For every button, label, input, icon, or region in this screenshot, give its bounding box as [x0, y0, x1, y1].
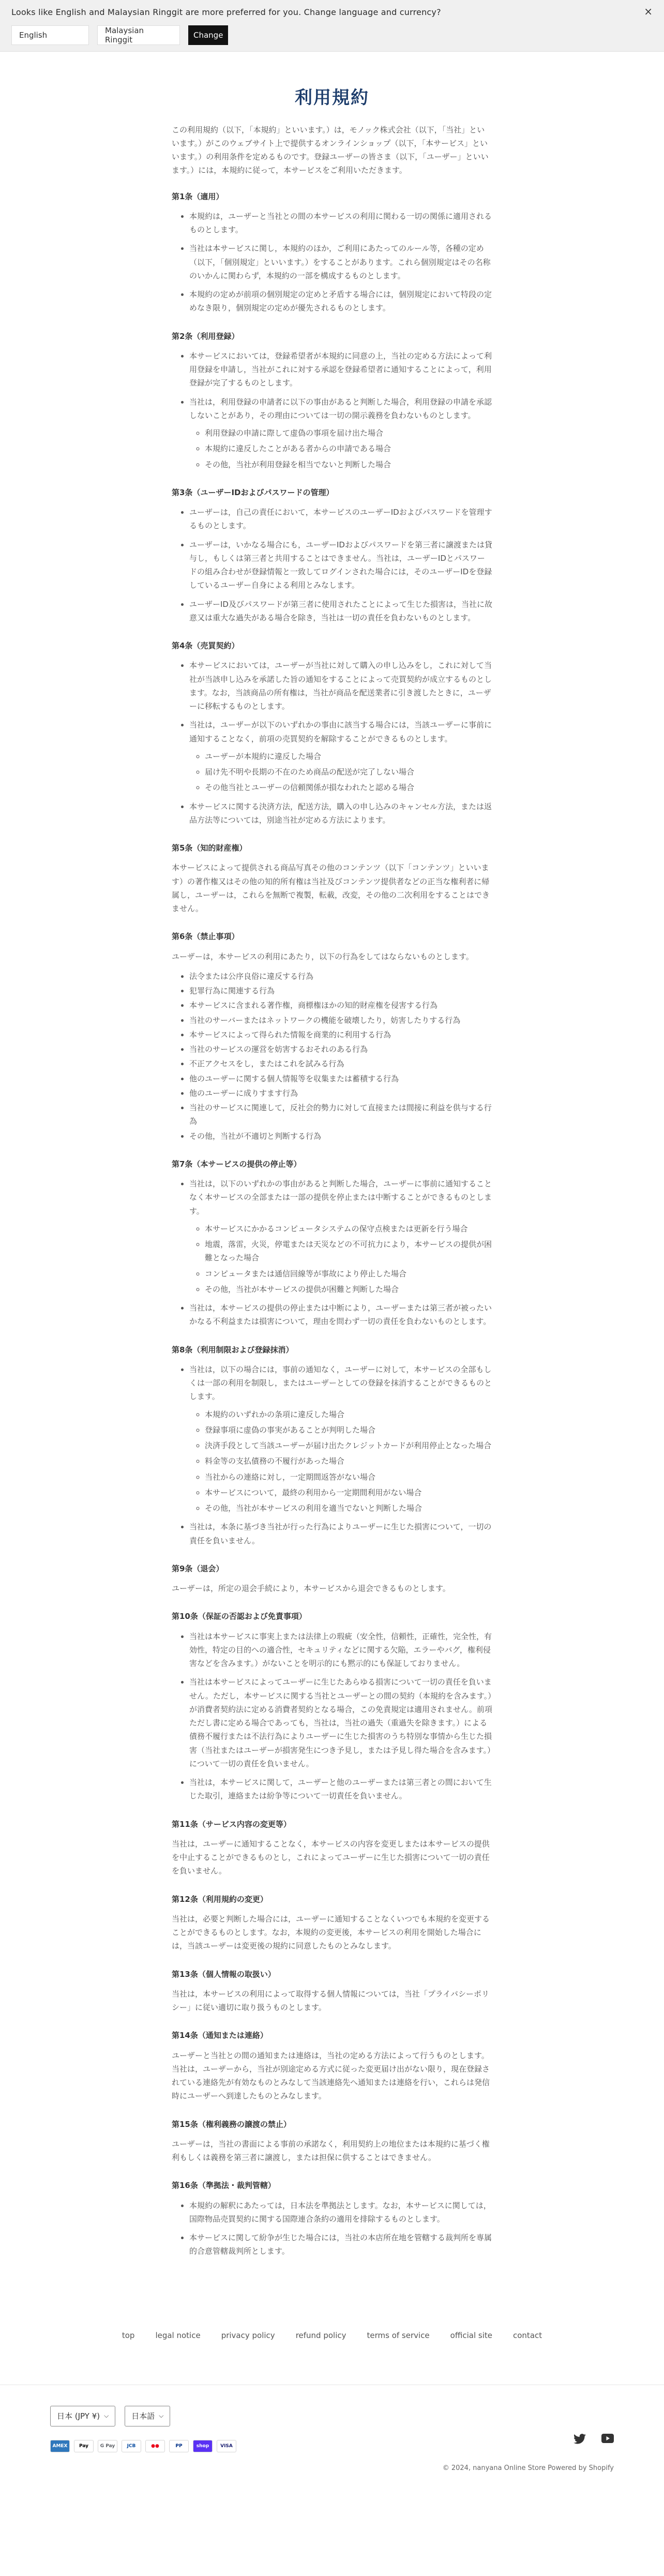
article-title: 第7条（本サービスの提供の停止等） — [172, 1159, 301, 1169]
article-title: 第6条（禁止事項） — [172, 932, 239, 942]
article-paragraph: 当社は，必要と判断した場合には，ユーザーに通知することなくいつでも本規約を変更することができるものとします。なお，本規約の変更後，本サービスの利用を開始した場合には，当該ユーザーは変更後の規約に同意したものとみなします。 — [172, 1914, 490, 1951]
article-title: 第9条（退会） — [172, 1564, 224, 1573]
article-list — [189, 210, 492, 315]
list-item — [189, 1028, 492, 1041]
list-item-text: 本規約の解釈にあたっては，日本法を準拠法とします。なお，本サービスに関しては，国際物品売買契約に関する国際連合条約の適用を排除するものとします。 — [189, 2200, 491, 2224]
article-section — [172, 1610, 492, 1803]
footer-selects — [50, 2406, 614, 2426]
list-item-text: 本サービスに関する決済方法，配送方法，購入の申し込みのキャンセル方法，または返品方法等については，別途当社が定める方法によります。 — [189, 801, 492, 825]
sub-list-item: ◦ 本サービスにかかるコンピュータシステムの保守点検または更新を行う場合 — [205, 1222, 492, 1235]
article-title: 第10条（保証の否認および免責事項） — [172, 1612, 307, 1621]
list-item-text: 法令または公序良俗に違反する行為 — [189, 971, 314, 981]
list-item — [189, 349, 492, 390]
article-section — [172, 841, 492, 915]
copyright: © 2024, nanyana Online Store Powered by Shopify — [442, 2464, 614, 2472]
sub-list-item: ◦ その他，当社が利用登録を相当でないと判断した場合 — [205, 458, 492, 471]
list-item — [189, 1776, 492, 1803]
list-item — [189, 598, 492, 625]
list-item-text: 本規約は，ユーザーと当社との間の本サービスの利用に関わる一切の関係に適用されるものとします。 — [189, 211, 492, 234]
list-item-text: 当社は本サービスに関し，本規約のほか，ご利用にあたってのルール等，各種の定め（以下，「個別規定」といいます。）をすることがあります。これら個別規定はその名称のいかんに関わらず，本規約の一部を構成するものとします。 — [189, 244, 491, 280]
list-item-text: 本サービスに関して紛争が生じた場合には，当社の本店所在地を管轄する裁判所を専属的合意管轄裁判所とします。 — [189, 2233, 492, 2256]
article-section — [172, 330, 492, 471]
list-item — [189, 288, 492, 315]
chevron-down-icon: ⌵ — [159, 2412, 164, 2419]
list-item — [189, 395, 492, 471]
article-paragraph: ユーザーは，所定の退会手続により，本サービスから退会できるものとします。 — [172, 1584, 450, 1593]
sub-list-item: ◦ 本規約のいずれかの条項に違反した場合 — [205, 1408, 492, 1421]
article-section — [172, 639, 492, 827]
country-currency-select[interactable] — [50, 2406, 115, 2426]
sub-list — [205, 1222, 492, 1296]
list-item-text: 当社は，本サービスに関して，ユーザーと他のユーザーまたは第三者との間において生じた取引，連絡または紛争等について一切責任を負いません。 — [189, 1778, 492, 1801]
payment-visa-icon: VISA — [217, 2440, 236, 2452]
footer-link[interactable]: privacy policy — [221, 2330, 275, 2340]
change-locale-button[interactable]: Change — [188, 25, 228, 45]
article-title: 第4条（売買契約） — [172, 641, 239, 650]
site-footer — [0, 2385, 664, 2490]
list-item-text: 当社は，以下のいずれかの事由があると判断した場合，ユーザーに事前に通知することなく本サービスの全部または一部の提供を停止または中断することができるものとします。 — [189, 1179, 492, 1216]
social-links — [574, 2434, 614, 2444]
article-section — [172, 2118, 492, 2165]
twitter-icon[interactable] — [574, 2434, 586, 2444]
list-item — [189, 1630, 492, 1671]
youtube-icon[interactable] — [601, 2434, 614, 2443]
article-section — [172, 930, 492, 1143]
article-list — [189, 970, 492, 1143]
list-item — [189, 538, 492, 592]
article-section — [172, 1893, 492, 1953]
list-item-text: 当社は，本条に基づき当社が行った行為によりユーザーに生じた損害について，一切の責任を負いません。 — [189, 1522, 492, 1545]
list-item-text: 当社のサービスの運営を妨害するおそれのある行為 — [189, 1045, 368, 1054]
list-item-text: 当社は本サービスに事実上または法律上の瑕疵（安全性，信頼性，正確性，完全性，有効性，特定の目的への適合性，セキュリティなどに関する欠陥，エラーやバグ，権利侵害などを含みます。）がないことを明示的にも黙示的にも保証しておりません。 — [189, 1631, 492, 1668]
list-item — [189, 659, 492, 713]
list-item-text: 当社のサーバーまたはネットワークの機能を破壊したり，妨害したりする行為 — [189, 1015, 461, 1025]
article-list — [189, 2199, 492, 2258]
article-section — [172, 1562, 492, 1596]
article-section — [172, 1968, 492, 2015]
list-item-text: 犯罪行為に関連する行為 — [189, 986, 275, 995]
list-item-text: 本規約の定めが前項の個別規定の定めと矛盾する場合には，個別規定において特段の定めなき限り，個別規定の定めが優先されるものとします。 — [189, 290, 492, 313]
payment-google-pay-icon: G Pay — [98, 2440, 117, 2452]
list-item — [189, 1043, 492, 1056]
sub-list — [205, 1408, 492, 1515]
list-item — [189, 1014, 492, 1027]
list-item-text: 本サービスによって得られた情報を商業的に利用する行為 — [189, 1030, 391, 1039]
list-item — [189, 800, 492, 827]
article-paragraph: ユーザーと当社との間の通知または連絡は，当社の定める方法によって行うものとします。当社は，ユーザーから，当社が別途定める方式に従った変更届け出がない限り，現在登録されている連絡先が有効なものとみなして当該連絡先へ通知または連絡を行い，これらは発信時にユーザーへ到達したものとみなします。 — [172, 2050, 490, 2101]
list-item-text: 当社のサービスに関連して，反社会的勢力に対して直接または間接に利益を供与する行為 — [189, 1103, 492, 1126]
footer-link[interactable]: legal notice — [155, 2330, 201, 2340]
footer-language-select[interactable] — [125, 2406, 170, 2426]
payment-mastercard-icon: ●● — [145, 2440, 165, 2452]
list-item-text: 当社は本サービスによってユーザーに生じたあらゆる損害について一切の責任を負いません。ただし，本サービスに関する当社とユーザーとの間の契約（本規約を含みます。）が消費者契約法に定める消費者契約となる場合，この免責規定は適用されません。前項ただし書に定める場合であっても，当社は，当社の過失（重過失を除きます。）による債務不履行または不法行為によりユーザーに生じた損害のうち特別な事情から生じた損害（当社またはユーザーが損害発生につき予見し，または予見し得た場合を含みます。）について一切の責任を負いません。 — [189, 1677, 492, 1768]
list-item — [189, 1057, 492, 1070]
list-item-text: 不正アクセスをし，またはこれを試みる行為 — [189, 1059, 344, 1069]
article-section — [172, 1818, 492, 1878]
sub-list-item: ◦ 利用登録の申請に際して虚偽の事項を届け出た場合 — [205, 426, 492, 440]
footer-link[interactable]: refund policy — [295, 2330, 346, 2340]
article-section — [172, 2029, 492, 2103]
list-item — [189, 1129, 492, 1143]
list-item — [189, 999, 492, 1012]
list-item — [189, 1072, 492, 1085]
sub-list-item: ◦ 本規約に違反したことがある者からの申請である場合 — [205, 442, 492, 455]
article-title: 第5条（知的財産権） — [172, 843, 247, 853]
sub-list-item: ◦ コンピュータまたは通信回線等が事故により停止した場合 — [205, 1267, 492, 1280]
sub-list-item: ◦ 地震，落雷，火災，停電または天災などの不可抗力により，本サービスの提供が困難となった場合 — [205, 1238, 492, 1265]
chevron-down-icon: ⌵ — [104, 2412, 109, 2419]
footer-links — [0, 2331, 664, 2340]
list-item — [189, 505, 492, 533]
article-section — [172, 486, 492, 624]
list-item — [189, 210, 492, 237]
article-list — [189, 1630, 492, 1803]
sub-list-item: ◦ 料金等の支払債務の不履行があった場合 — [205, 1454, 492, 1468]
article-list — [189, 349, 492, 471]
article-section — [172, 190, 492, 315]
payment-shop-pay-icon: shop — [193, 2440, 213, 2452]
sub-list-item: ◦ 登録事項に虚偽の事実があることが判明した場合 — [205, 1423, 492, 1437]
list-item — [189, 242, 492, 282]
footer-language-label: 日本語 — [131, 2411, 155, 2421]
sub-list-item: ◦ その他当社とユーザーの信頼関係が損なわれたと認める場合 — [205, 781, 492, 794]
article-list — [189, 659, 492, 827]
list-item-text: 他のユーザーに関する個人情報等を収集または蓄積する行為 — [189, 1074, 399, 1083]
list-item-text: 本サービスにおいては，ユーザーが当社に対して購入の申し込みをし，これに対して当社が当該申し込みを承諾した旨の通知をすることによって売買契約が成立するものとします。なお，当該商品の所有権は，当社が商品を配送業者に引き渡したときに，ユーザーに移転するものとします。 — [189, 661, 492, 711]
close-icon[interactable]: × — [644, 5, 653, 18]
list-item-text: 当社は，ユーザーが以下のいずれかの事由に該当する場合には，当該ユーザーに事前に通知することなく，前項の売買契約を解除することができるものとします。 — [189, 720, 492, 743]
list-item-text: 他のユーザーに成りすます行為 — [189, 1088, 298, 1098]
list-item-text: 当社は，利用登録の申請者に以下の事由があると判断した場合，利用登録の申請を承認しないことがあり，その理由については一切の開示義務を負わないものとします。 — [189, 397, 492, 420]
article-paragraph: 当社は，ユーザーに通知することなく，本サービスの内容を変更しまたは本サービスの提供を中止することができるものとし，これによってユーザーに生じた損害について一切の責任を負いません。 — [172, 1839, 490, 1876]
list-item — [189, 2199, 492, 2226]
sub-list — [205, 426, 492, 471]
article-title: 第3条（ユーザーIDおよびパスワードの管理） — [172, 487, 334, 497]
intro-paragraph: この利用規約（以下，「本規約」といいます。）は，モノック株式会社（以下，「当社」といいます。）がこのウェブサイト上で提供するオンラインショップ（以下，「本サービス」といいます。）の利用条件を定めるものです。登録ユーザーの皆さま（以下，「ユーザー」といいます。）には，本規約に従って，本サービスをご利用いただきます。 — [172, 125, 489, 175]
articles-container — [172, 190, 492, 2258]
article-list — [189, 505, 492, 624]
article-section — [172, 1157, 492, 1329]
list-item — [189, 718, 492, 794]
payment-paypal-icon: PP — [169, 2440, 189, 2452]
sub-list — [205, 750, 492, 795]
article-title: 第13条（個人情報の取扱い） — [172, 1969, 276, 1979]
footer-link[interactable]: top — [122, 2330, 135, 2340]
article-title: 第2条（利用登録） — [172, 331, 239, 341]
footer-link[interactable]: terms of service — [367, 2330, 430, 2340]
sub-list-item: ◦ その他，当社が本サービスの利用を適当でないと判断した場合 — [205, 1501, 492, 1515]
list-item-text: ユーザーは，いかなる場合にも，ユーザーIDおよびパスワードを第三者に譲渡または貸与し，もしくは第三者と共用することはできません。当社は，ユーザーIDとパスワードの組み合わせが登録情報と一致してログインされた場合には，そのユーザーIDを登録しているユーザー自身による利用とみなします。 — [189, 540, 492, 590]
article-title: 第12条（利用規約の変更） — [172, 1894, 268, 1904]
list-item-text: 当社は，以下の場合には，事前の通知なく，ユーザーに対して，本サービスの全部もしくは一部の利用を制限し，またはユーザーとしての登録を抹消することができるものとします。 — [189, 1364, 492, 1402]
sub-list-item: ◦ ユーザーが本規約に違反した場合 — [205, 750, 492, 763]
list-item — [189, 970, 492, 983]
article-paragraph: ユーザーは，本サービスの利用にあたり，以下の行為をしてはならないものとします。 — [172, 951, 474, 961]
terms-content — [172, 83, 492, 2258]
list-item — [189, 1363, 492, 1515]
list-item-text: ユーザーは，自己の責任において，本サービスのユーザーIDおよびパスワードを管理するものとします。 — [189, 508, 492, 531]
list-item — [189, 1101, 492, 1128]
article-title: 第15条（権利義務の譲渡の禁止） — [172, 2119, 291, 2129]
locale-banner-message: Looks like English and Malaysian Ringgit are more preferred for you. Change language and currency? — [11, 7, 441, 17]
payment-apple-pay-icon: Pay — [74, 2440, 94, 2452]
article-list — [189, 1363, 492, 1547]
article-section — [172, 1343, 492, 1547]
list-item — [189, 1301, 492, 1329]
list-item — [189, 1086, 492, 1100]
locale-controls — [11, 25, 653, 45]
sub-list-item: ◦ その他，当社が本サービスの提供が困難と判断した場合 — [205, 1283, 492, 1296]
currency-select[interactable]: Malaysian Ringgit — [97, 25, 180, 45]
page-title: 利用規約 — [295, 87, 369, 108]
language-select[interactable]: English — [11, 25, 89, 45]
footer-link[interactable]: contact — [513, 2330, 542, 2340]
sub-list-item: ◦ 本サービスについて，最終の利用から一定期間利用がない場合 — [205, 1486, 492, 1499]
article-paragraph: ユーザーは，当社の書面による事前の承諾なく，利用契約上の地位または本規約に基づく権利もしくは義務を第三者に譲渡し，または担保に供することはできません。 — [172, 2139, 490, 2162]
article-title: 第8条（利用制限および登録抹消） — [172, 1345, 294, 1354]
footer-link[interactable]: official site — [450, 2330, 492, 2340]
article-list — [189, 1177, 492, 1329]
list-item-text: その他，当社が不適切と判断する行為 — [189, 1131, 322, 1141]
list-item-text: ユーザーID及びパスワードが第三者に使用されたことによって生じた損害は，当社に故意又は重大な過失がある場合を除き，当社は一切の責任を負わないものとします。 — [189, 599, 492, 622]
list-item-text: 本サービスにおいては，登録希望者が本規約に同意の上，当社の定める方法によって利用登録を申請し，当社がこれに対する承認を登録希望者に通知することによって，利用登録が完了するものとします。 — [189, 351, 492, 388]
article-paragraph: 本サービスによって提供される商品写真その他のコンテンツ（以下「コンテンツ」といいます）の著作権又はその他の知的所有権は当社及びコンテンツ提供者などの正当な権利者に帰属し，ユーザーは，これらを無断で複製，転載，改変，その他の二次利用をすることはできません。 — [172, 863, 490, 913]
article-title: 第11条（サービス内容の変更等） — [172, 1819, 291, 1829]
payment-icons — [50, 2440, 614, 2452]
locale-banner — [0, 0, 664, 52]
payment-american-express-icon: AMEX — [50, 2440, 70, 2452]
sub-list-item: ◦ 当社からの連絡に対し，一定期間返答がない場合 — [205, 1470, 492, 1484]
article-title: 第14条（通知または連絡） — [172, 2031, 268, 2041]
list-item-text: 本サービスに含まれる著作権，商標権ほかの知的財産権を侵害する行為 — [189, 1001, 438, 1010]
article-paragraph: 当社は，本サービスの利用によって取得する個人情報については，当社「プライバシーポリシー」に従い適切に取り扱うものとします。 — [172, 1989, 489, 2012]
list-item — [189, 2231, 492, 2258]
sub-list-item: ◦ 決済手段として当該ユーザーが届け出たクレジットカードが利用停止となった場合 — [205, 1439, 492, 1452]
article-section — [172, 2179, 492, 2258]
article-title: 第16条（準拠法・裁判管轄） — [172, 2181, 276, 2191]
sub-list-item: ◦ 届け先不明や長期の不在のため商品の配送が完了しない場合 — [205, 765, 492, 779]
list-item — [189, 1675, 492, 1770]
list-item — [189, 1177, 492, 1296]
list-item — [189, 1520, 492, 1547]
article-title: 第1条（適用） — [172, 191, 224, 201]
list-item-text: 当社は，本サービスの提供の停止または中断により，ユーザーまたは第三者が被ったいかなる不利益または損害について，理由を問わず一切の責任を負わないものとします。 — [189, 1303, 492, 1327]
payment-jcb-icon: JCB — [122, 2440, 141, 2452]
country-currency-label: 日本 (JPY ¥) — [57, 2411, 100, 2421]
list-item — [189, 984, 492, 997]
